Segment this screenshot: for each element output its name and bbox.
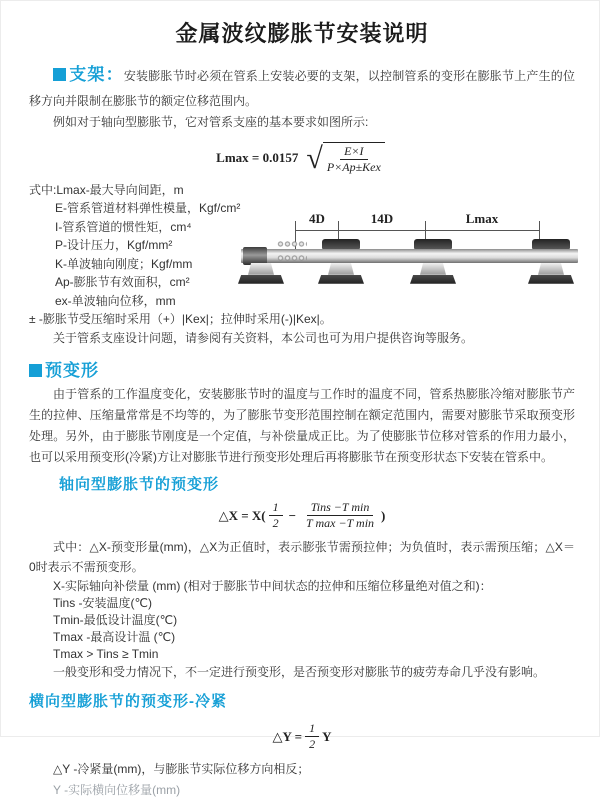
lateral-definition: △Y -冷紧量(mm)，与膨胀节实际位移方向相反； [53, 762, 310, 777]
half-fraction: $\frac{1}{2}$ [269, 500, 283, 531]
definition-item: P-设计压力，Kgf/mm² [55, 238, 173, 253]
lateral-subheading: 横向型膨胀节的预变形-冷紧 [29, 693, 227, 711]
plus-minus-note: ± -膨胀节受压缩时采用（+）|Kex|；拉伸时采用(-)|Kex|。 [29, 312, 332, 327]
pipe-support-base [528, 275, 574, 284]
lateral-formula [29, 721, 575, 752]
preform-section-heading: 预变形 [29, 356, 575, 381]
clipped-next-line: Y -实际横向位移量(mm) [53, 783, 181, 798]
lmax-formula-fraction [323, 142, 385, 175]
section-square-icon [53, 68, 66, 81]
dimension-label-14d: 14D [370, 210, 394, 226]
bellows-coil [277, 254, 307, 262]
pipe-support-clamp [532, 239, 570, 249]
definition-item: Ap-膨胀节有效面积，cm² [55, 275, 190, 290]
dimension-label-lmax: Lmax [465, 210, 499, 226]
page-title: 金属波纹膨胀节安装说明 [175, 21, 429, 46]
axial-where-paragraph: 式中：△X-预变形量(mm)，△X为正值时，表示膨张节需预拉伸；为负值时，表示需预压缩；△X＝0时表示不需预变形。 [29, 540, 575, 575]
definition-item: I-管系管道的惯性矩，cm⁴ [55, 219, 192, 234]
bellows-coil [277, 240, 307, 248]
axial-definitions [29, 578, 575, 663]
lmax-formula [29, 142, 575, 175]
pipe-support-base [318, 275, 364, 284]
lmax-formula-lhs: Lmax = 0.0157 [216, 150, 299, 166]
dimension-label-4d: 4D [309, 210, 325, 226]
pipe-anchor-sleeve [243, 247, 267, 265]
definition-item: Tins -安装温度(℃) [53, 595, 153, 610]
axial-formula-lhs: △X = X( [218, 507, 266, 523]
formula-denominator: P×Ap±Kex [326, 159, 381, 174]
minus-operator: − [288, 507, 297, 523]
temperature-fraction: $\frac{\text{Tins −T min}}{\text{T max −T min}}$ [306, 500, 375, 530]
radical-sign-icon: √ [306, 142, 323, 176]
pipe-support-clamp [322, 239, 360, 249]
document-content [1, 1, 599, 798]
pipe-support-pedestal [538, 263, 564, 275]
section-square-icon [29, 364, 42, 377]
lateral-formula-rhs: Y [322, 728, 332, 744]
pipe-support-clamp [414, 239, 452, 249]
definition-item: E-管系管道材料弹性模量，Kgf/cm² [55, 201, 241, 216]
half-fraction: $\frac{1}{2}$ [305, 721, 319, 752]
support-intro-paragraph [29, 60, 575, 112]
axial-formula [29, 500, 575, 531]
pipe-support-pedestal [248, 263, 274, 275]
preform-paragraph: 由于管系的工作温度变化，安装膨胀节时的温度与工作时的温度不同，管系热膨胀冷缩对膨胀节产生的拉伸、压缩量常常是不均等的，为了膨胀节变形范围控制在额定范围内，需要对膨胀节采取预变形处理。另外，由于膨胀节刚度是一个定值，与补偿量成正比。为了使膨胀节位移对管系的作用力最小，也可以采用预变形(冷紧)方让对膨胀节进行预变形处理后再将膨胀节在预变形状态下安装在管系中。 [29, 387, 575, 464]
support-section-heading: 支架： [69, 65, 124, 84]
axial-note: 一般变形和受力情况下，不一定进行预变形，是否预变形对膨胀节的疲劳寿命几乎没有影响。 [53, 664, 546, 679]
pipe-support-pedestal [420, 263, 446, 275]
lateral-formula-lhs: △Y = [272, 728, 303, 744]
pipe-support-base [410, 275, 456, 284]
definition-item: 式中:Lmax-最大导向间距，m [29, 182, 184, 197]
pipe-support-diagram [241, 209, 591, 314]
formula-numerator: E×I [340, 144, 367, 160]
definition-item: X-实际轴向补偿量 (mm) (相对于膨胀节中间状态的拉伸和压缩位移量绝对值之和)： [53, 578, 492, 593]
axial-formula-rhs: ) [381, 507, 386, 523]
definitions-and-diagram [29, 181, 575, 347]
where-label: 式中: [29, 182, 57, 197]
definition-item: K-单波轴向刚度；Kgf/mm [55, 256, 193, 271]
definition-item: ex-单波轴向位移，mm [55, 293, 176, 308]
axial-subheading: 轴向型膨胀节的预变形 [59, 476, 220, 493]
support-intro-text: 安装膨胀节时必须在管系上安装必要的支架，以控制管系的变形在膨胀节上产生的位移方向并限制在膨胀节的额定位移范围内。 [29, 69, 576, 108]
dimension-line [295, 230, 539, 231]
pipe-support-pedestal [328, 263, 354, 275]
definition-item: Tmax > Tins ≥ Tmin [53, 646, 159, 661]
definition-item: Tmin-最低设计温度(℃) [53, 612, 178, 627]
definition-item: Tmax -最高设计温 (℃) [53, 629, 176, 644]
consult-note: 关于管系支座设计问题，请参阅有关资料，本公司也可为用户提供咨询等服务。 [53, 330, 474, 345]
support-example-line: 例如对于轴向型膨胀节，它对管系支座的基本要求如图所示: [53, 115, 369, 130]
pipe-support-base [238, 275, 284, 284]
